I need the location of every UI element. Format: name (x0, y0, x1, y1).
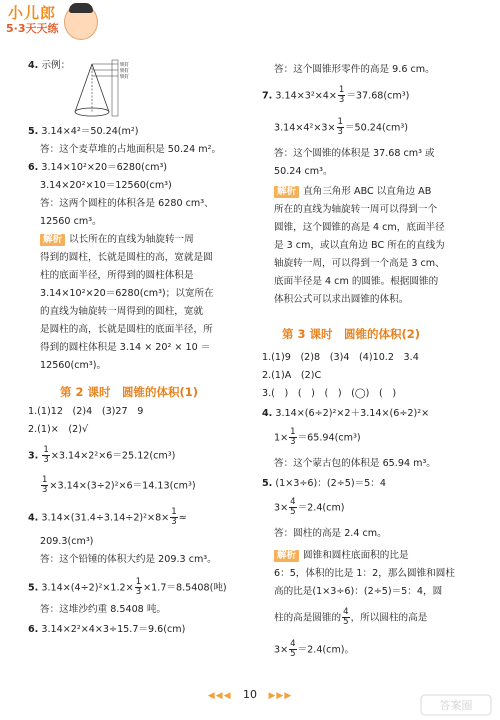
answer-5-number: 5. (28, 582, 39, 594)
cone-diagram (72, 58, 142, 120)
r-analysis-line-7: 体积公式可以求出圆锥的体积。 (274, 294, 409, 305)
k-line-5b: ＝2.4(cm)。 (297, 644, 355, 656)
answer-3-row-2: ×3.14×(3÷2)²×6＝14.13(cm³) (49, 480, 196, 492)
cone-label-2: 铁钉 (120, 69, 129, 74)
k-line-4a: 柱的高是圆锥的 (274, 612, 342, 624)
b4-line-1: 3.14×(6÷2)²×2＋3.14×(6÷2)²× (275, 408, 430, 419)
fraction-four-fifths: $\frac{4}{5}$ (343, 607, 349, 627)
fraction-one-third: $\frac{1}{3}$ (290, 427, 296, 447)
answer-6-number: 6. (28, 624, 39, 635)
fraction-one-third: $\frac{1}{3}$ (338, 85, 345, 105)
b5-line-2a: 3× (274, 502, 289, 514)
b4-line-2a: 1× (274, 432, 289, 444)
answer-4-number: 4. (28, 512, 39, 524)
answer-1: 1.(1)12 (2)4 (3)27 9 (28, 406, 144, 417)
b5-line-1: (1×3÷6)：(2÷5)＝5：4 (275, 478, 386, 489)
q6-answer-line: 答：这个圆锥形零件的高是 9.6 cm。 (274, 64, 435, 75)
q6-line-3: 答：这两个圆柱的体积各是 6280 cm³、 (40, 198, 214, 209)
answer-3-row-1: ×3.14×2²×6＝25.12(cm³) (50, 450, 176, 462)
answer-4-row-3: 答：这个铅锤的体积大约是 209.3 cm³。 (40, 554, 217, 565)
b4-number: 4. (262, 408, 273, 419)
q5-number: 5. (28, 126, 39, 137)
analysis-line-3: 柱的底面半径，所得到的圆柱体积是 (40, 270, 194, 281)
brand-logo (6, 2, 106, 42)
left-arrows-icon: ◀◀◀ (207, 691, 232, 701)
analysis-line-4: 3.14×10²×20＝6280(cm³)；以宽所在 (40, 288, 214, 299)
fraction-one-third: $\frac{1}{3}$ (135, 577, 142, 597)
mascot-icon (64, 4, 98, 40)
b-answer-2: 2.(1)A (2)C (262, 370, 322, 381)
analysis-tag: 解析 (274, 550, 299, 562)
b4-line-3: 答：这个蒙古包的体积是 65.94 m³。 (274, 458, 436, 469)
q7-line-2b: ＝50.24(cm³) (344, 122, 408, 134)
b-answer-3: 3.( ) ( ) ( ) (◯) ( ) (262, 388, 397, 399)
fraction-four-fifths: $\frac{4}{5}$ (290, 639, 296, 659)
fraction-one-third: $\frac{1}{3}$ (42, 475, 48, 495)
answer-3-number: 3. (28, 450, 39, 462)
analysis-line-8: 12560(cm³)。 (40, 360, 107, 371)
cone-label-3: 铁钉 (120, 75, 129, 80)
q6-line-2: 3.14×20²×10＝12560(cm³) (40, 180, 172, 191)
k-line-1: 圆锥和圆柱底面积的比是 (303, 550, 409, 561)
r-analysis-line-2: 所在的直线为轴旋转一周可以得到一个 (274, 204, 438, 215)
r-analysis-line-4: 是 3 cm，或以直角边 BC 所在的直线为 (274, 240, 445, 251)
analysis-tag: 解析 (40, 234, 65, 246)
r-analysis-line-1: 直角三角形 ABC 以直角边 AB (303, 186, 432, 197)
analysis-line-6: 是圆柱的高，长就是圆柱的底面半径，所 (40, 324, 213, 335)
cone-label-1: 铁钉 (120, 63, 129, 68)
q4-number: 4. (28, 60, 39, 71)
k-line-2: 6：5，体积的比是 1：2，那么圆锥和圆柱 (274, 568, 455, 579)
fraction-four-fifths: $\frac{4}{5}$ (290, 497, 296, 517)
fraction-one-third: $\frac{1}{3}$ (337, 117, 343, 137)
q7-line-1b: ＝37.68(cm³) (346, 90, 410, 102)
analysis-tag: 解析 (274, 186, 299, 198)
fraction-one-third: $\frac{1}{3}$ (171, 507, 177, 527)
q7-number: 7. (262, 90, 273, 102)
answer-2: 2.(1)× (2)√ (28, 424, 89, 435)
q7-line-1a: 3.14×3²×4× (275, 90, 337, 102)
right-arrows-icon: ▶▶▶ (268, 691, 293, 701)
brand-series: 5·3天天练 (6, 22, 59, 35)
q7-line-4: 50.24 cm³。 (274, 166, 333, 177)
section-title-lesson-3: 第 3 课时 圆锥的体积(2) (282, 327, 421, 341)
r-analysis-line-3: 圆锥，这个圆锥的高是 4 cm，底面半径 (274, 222, 445, 233)
answer-5-row-1b: ×1.7＝8.5408(吨) (143, 582, 227, 594)
k-line-4b: ，所以圆柱的高是 (350, 612, 428, 624)
q4-text: 示例： (41, 60, 71, 71)
q6-line-1: 3.14×10²×20＝6280(cm³) (41, 162, 168, 173)
analysis-line-7: 得到的圆柱体积是 3.14 × 20² × 10 ＝ (40, 342, 211, 353)
b5-number: 5. (262, 478, 273, 489)
r-analysis-line-6: 底面半径是 4 cm 的圆锥。根据圆锥的 (274, 276, 439, 287)
b5-line-3: 答：圆柱的高是 2.4 cm。 (274, 528, 387, 539)
section-title-lesson-2: 第 2 课时 圆锥的体积(1) (60, 385, 199, 399)
svg-text:答案圈: 答案圈 (439, 699, 473, 712)
analysis-line-5: 的直线为轴旋转一周得到的圆柱，宽就 (40, 306, 204, 317)
b5-line-2b: ＝2.4(cm) (297, 502, 345, 514)
b4-line-2b: ＝65.94(cm³) (297, 432, 361, 444)
k-line-3: 高的比是(1×3÷6)：(2÷5)＝5：4，圆 (274, 586, 443, 597)
answer-6-row-1: 3.14×2²×4×3÷15.7＝9.6(cm) (41, 624, 186, 635)
q6-number: 6. (28, 162, 39, 173)
q5-line-2: 答：这个麦草堆的占地面积是 50.24 m²。 (40, 144, 222, 155)
brand-title: 小儿郎 (8, 4, 57, 22)
analysis-line-1: 以长所在的直线为轴旋转一周 (69, 234, 194, 245)
answer-4-row-2: 209.3(cm³) (40, 536, 94, 547)
watermark-logo (420, 694, 492, 716)
answer-4-row-1: 3.14×(31.4÷3.14÷2)²×8× (41, 512, 170, 524)
q5-line-1: 3.14×4²＝50.24(m²) (41, 126, 139, 137)
answer-5-row-1: 3.14×(4÷2)²×1.2× (41, 582, 134, 594)
analysis-line-2: 得到的圆柱，长就是圆柱的高，宽就是圆 (40, 252, 213, 263)
answer-5-row-2: 答：这堆沙约重 8.5408 吨。 (40, 604, 167, 615)
b-answer-1: 1.(1)9 (2)8 (3)4 (4)10.2 3.4 (262, 352, 419, 363)
q7-line-3: 答：这个圆锥的体积是 37.68 cm³ 或 (274, 148, 435, 159)
q7-line-2a: 3.14×4²×3× (274, 122, 336, 134)
q6-line-4: 12560 cm³。 (40, 216, 102, 227)
fraction-one-third: $\frac{1}{3}$ (43, 445, 49, 465)
answer-4-approx: ≈ (178, 512, 187, 524)
page-number: 10 (243, 688, 257, 701)
k-line-5a: 3× (274, 644, 289, 656)
r-analysis-line-5: 轴旋转一周，可以得到一个高是 3 cm、 (274, 258, 445, 269)
